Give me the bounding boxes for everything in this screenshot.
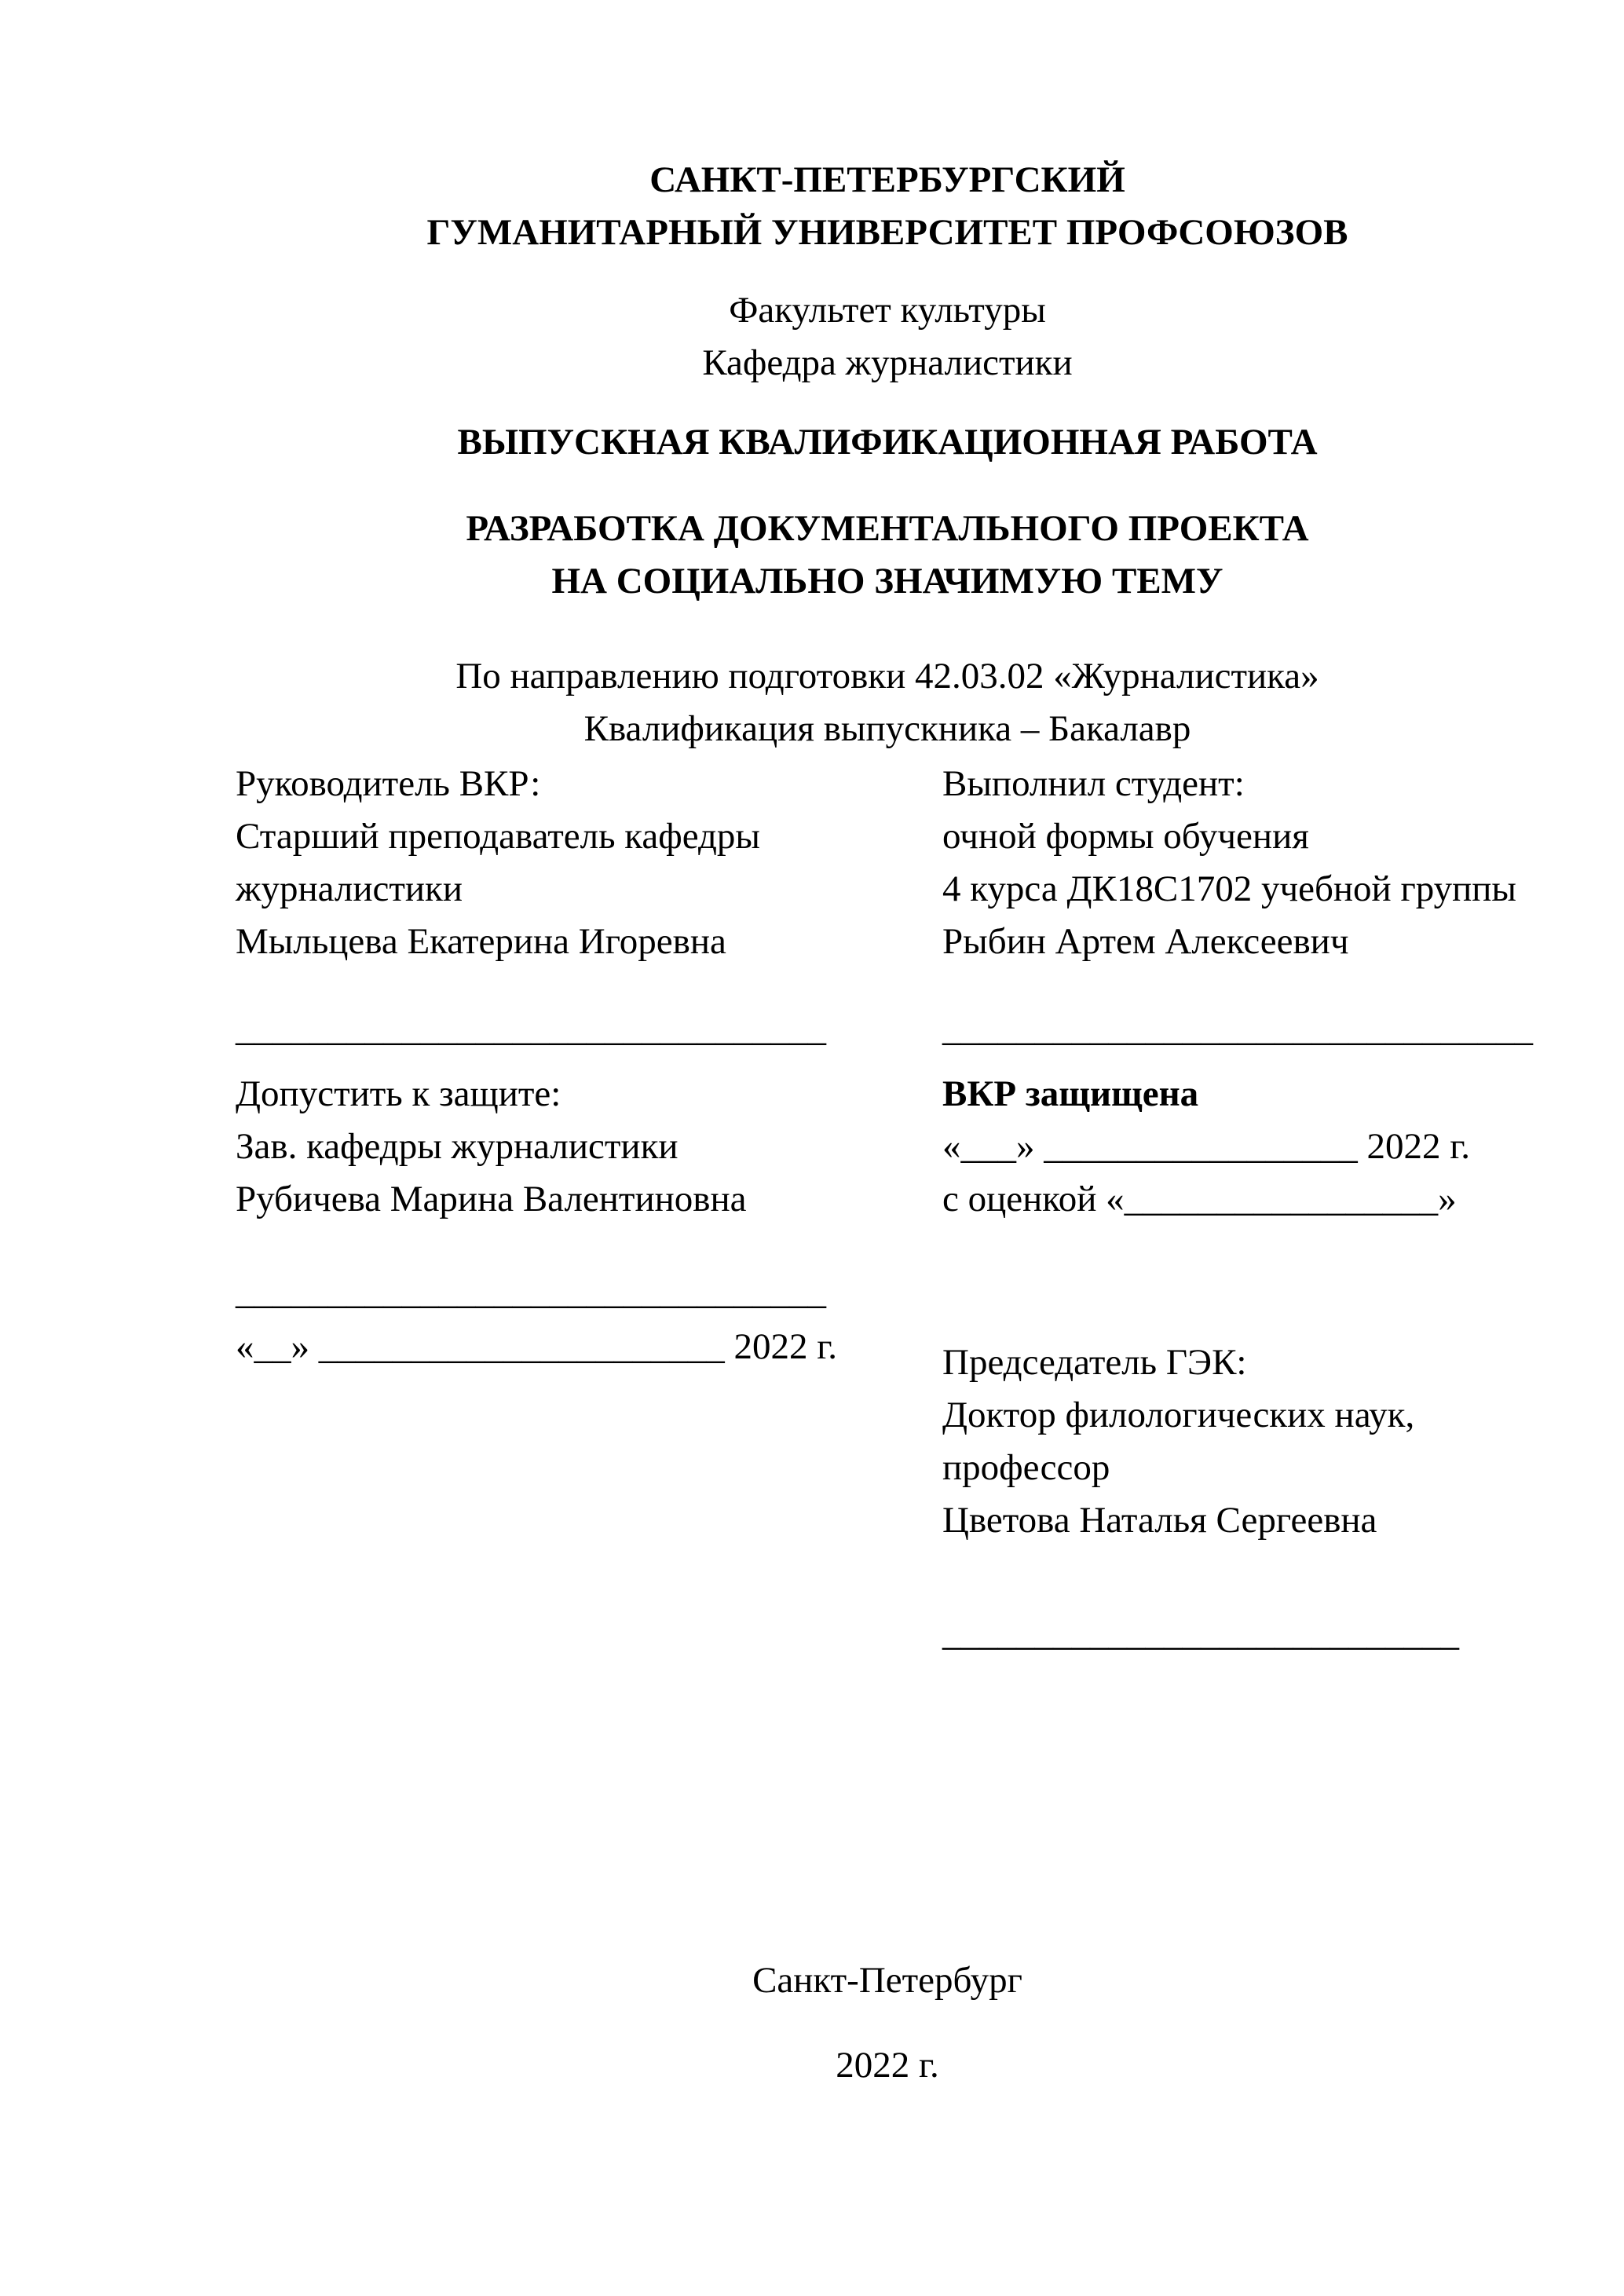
student-signature-line: ________________________________ (942, 1008, 1533, 1049)
direction-line: По направлению подготовки 42.03.02 «Журналистика» (455, 656, 1319, 696)
direction-qualification (236, 650, 1539, 755)
admission-label: Допустить к защите: (236, 1073, 561, 1114)
student-group: 4 курса ДК18С1702 учебной группы (942, 868, 1516, 909)
supervisor-position-line1: Старший преподаватель кафедры (236, 816, 760, 857)
city-line: Санкт-Петербург (752, 1960, 1022, 2001)
thesis-title-line2: НА СОЦИАЛЬНО ЗНАЧИМУЮ ТЕМУ (551, 561, 1223, 601)
faculty-department (236, 284, 1539, 389)
committee-chair-name: Цветова Наталья Сергеевна (942, 1500, 1377, 1541)
supervisor-position-line2: журналистики (236, 868, 463, 909)
qualification-line: Квалификация выпускника – Бакалавр (583, 708, 1191, 749)
university-name (236, 154, 1539, 259)
supervisor-signature-line: ________________________________ (236, 1008, 826, 1049)
signature-row (236, 1003, 1539, 1055)
department-name: Кафедра журналистики (702, 342, 1073, 383)
thesis-title (236, 503, 1539, 608)
admission-block (236, 1068, 942, 1226)
committee-block (942, 1336, 1539, 1547)
work-type-heading (236, 416, 1539, 469)
committee-chair-degree-line2: профессор (942, 1447, 1110, 1488)
supervisor-block (236, 758, 942, 968)
faculty-name: Факультет культуры (729, 290, 1046, 331)
supervisor-student-row (236, 758, 1539, 968)
defense-grade-line: с оценкой «_________________» (942, 1179, 1457, 1219)
committee-label: Председатель ГЭК: (942, 1342, 1247, 1383)
supervisor-label: Руководитель ВКР: (236, 763, 541, 804)
admission-defense-row (236, 1068, 1539, 1226)
committee-chair-degree-line1: Доктор филологических наук, (942, 1395, 1415, 1435)
student-label: Выполнил студент: (942, 763, 1245, 804)
year-line: 2022 г. (836, 2045, 939, 2086)
committee-signature-line: ____________________________ (942, 1613, 1459, 1654)
defense-status-label: ВКР защищена (942, 1073, 1199, 1114)
admission-head-name: Рубичева Марина Валентиновна (236, 1179, 747, 1219)
defense-block (942, 1068, 1539, 1226)
admission-date-line: «__» ______________________ 2022 г. (236, 1326, 837, 1367)
thesis-title-line1: РАЗРАБОТКА ДОКУМЕНТАЛЬНОГО ПРОЕКТА (466, 508, 1309, 549)
admission-head-position: Зав. кафедры журналистики (236, 1126, 678, 1167)
work-type-heading-text: ВЫПУСКНАЯ КВАЛИФИКАЦИОННАЯ РАБОТА (457, 422, 1318, 462)
student-study-form: очной формы обучения (942, 816, 1309, 857)
defense-date-line: «___» _________________ 2022 г. (942, 1126, 1470, 1167)
student-name: Рыбин Артем Алексеевич (942, 921, 1349, 962)
student-block (942, 758, 1539, 968)
university-name-line2: ГУМАНИТАРНЫЙ УНИВЕРСИТЕТ ПРОФСОЮЗОВ (426, 212, 1348, 253)
admission-signature-line: ________________________________ (236, 1271, 826, 1312)
university-name-line1: САНКТ-ПЕТЕРБУРГСКИЙ (649, 159, 1125, 200)
supervisor-name: Мыльцева Екатерина Игоревна (236, 921, 726, 962)
